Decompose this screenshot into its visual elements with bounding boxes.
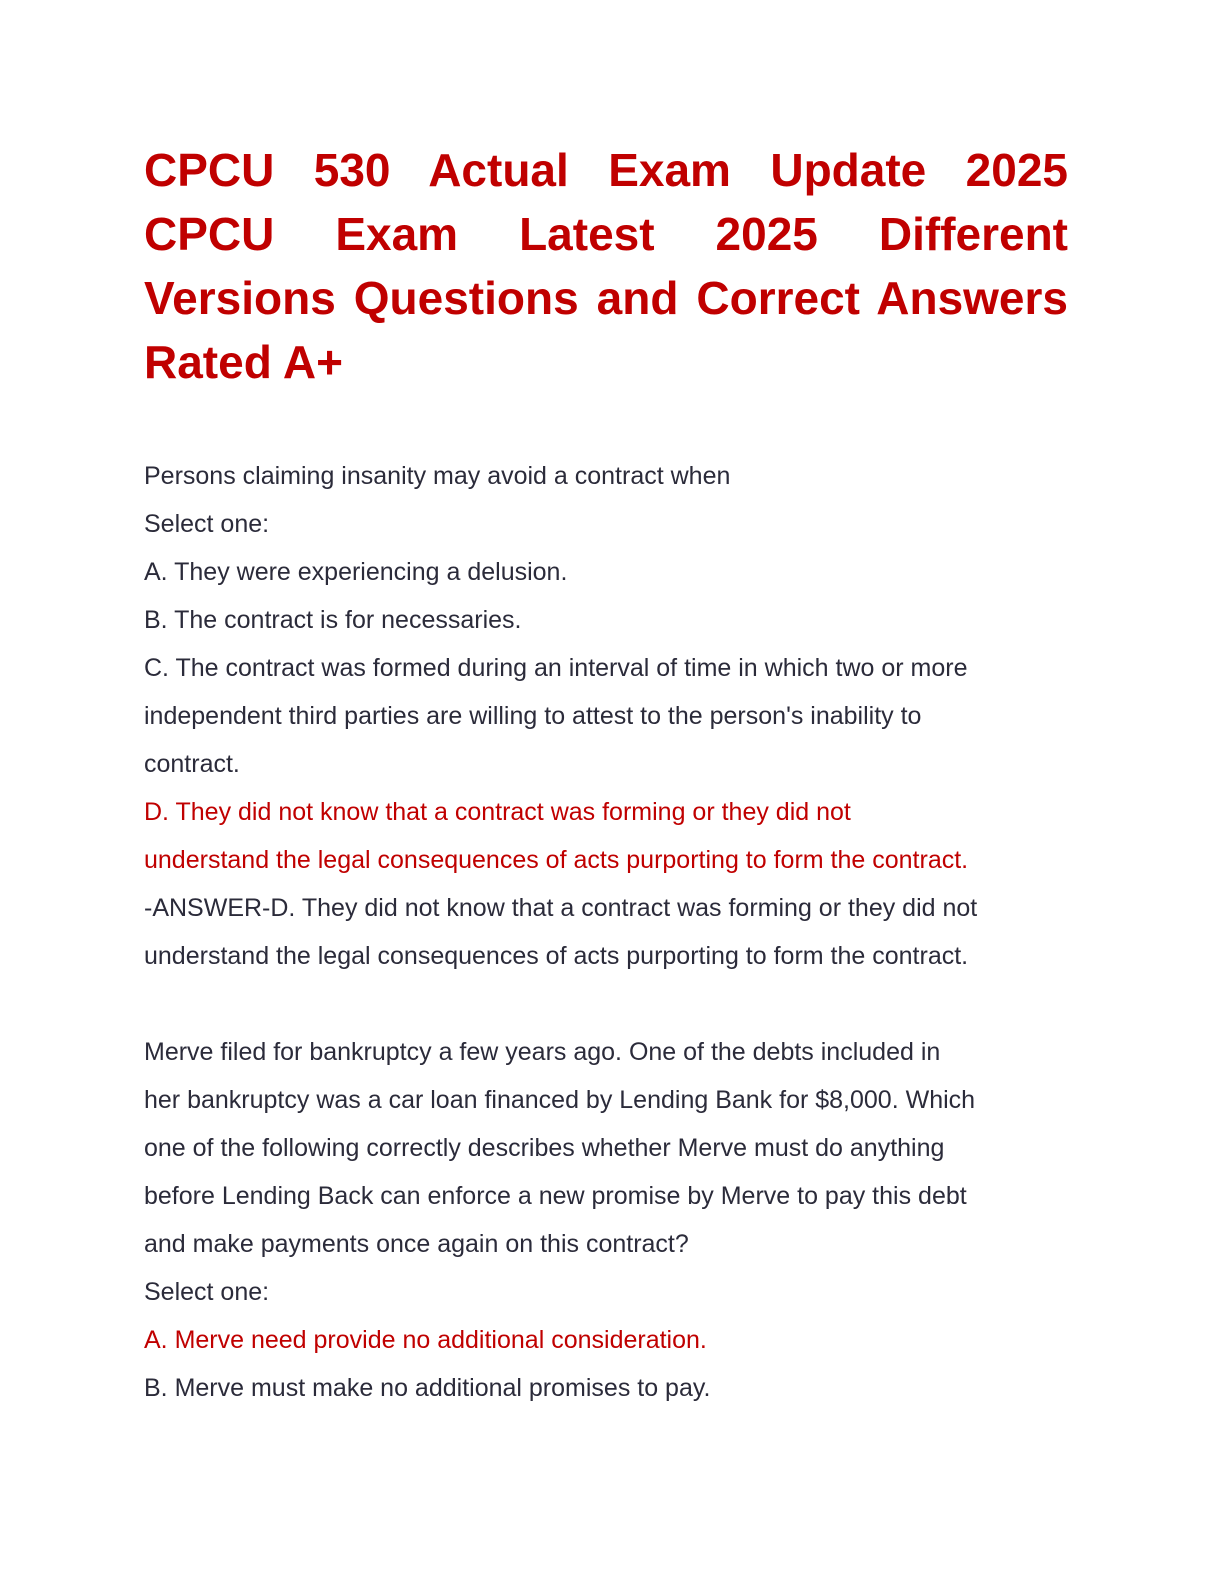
question-spacer	[144, 980, 1068, 1028]
question-prompt-line: and make payments once again on this contract?	[144, 1230, 689, 1258]
document-body	[144, 452, 1068, 1412]
select-one-label: Select one:	[144, 510, 270, 538]
question-2	[144, 1028, 1068, 1412]
question-prompt-line: before Lending Back can enforce a new promise by Merve to pay this debt	[144, 1182, 967, 1210]
option-c-line: C. The contract was formed during an interval of time in which two or more	[144, 654, 968, 682]
option-a: A. They were experiencing a delusion.	[144, 558, 568, 586]
answer-line: understand the legal consequences of acts purporting to form the contract.	[144, 942, 969, 970]
answer-line: -ANSWER-D. They did not know that a contract was forming or they did not	[144, 894, 978, 922]
option-b: B. Merve must make no additional promises to pay.	[144, 1374, 711, 1402]
option-d-line: understand the legal consequences of acts purporting to form the contract.	[144, 846, 969, 874]
document-title	[144, 138, 1068, 394]
question-prompt: Persons claiming insanity may avoid a contract when	[144, 462, 731, 490]
option-c-line: contract.	[144, 750, 240, 778]
title-line: CPCU Exam Latest 2025 Different	[144, 208, 1068, 260]
option-c-line: independent third parties are willing to attest to the person's inability to	[144, 702, 922, 730]
title-line: CPCU 530 Actual Exam Update 2025	[144, 144, 1068, 196]
question-prompt-line: her bankruptcy was a car loan financed by Lending Bank for $8,000. Which	[144, 1086, 976, 1114]
option-a: A. Merve need provide no additional consideration.	[144, 1326, 707, 1354]
title-line: Rated A+	[144, 336, 343, 388]
question-prompt-line: one of the following correctly describes whether Merve must do anything	[144, 1134, 945, 1162]
select-one-label: Select one:	[144, 1278, 270, 1306]
question-1	[144, 452, 1068, 980]
title-line: Versions Questions and Correct Answers	[144, 272, 1068, 324]
document-page	[144, 138, 1068, 1412]
option-b: B. The contract is for necessaries.	[144, 606, 522, 634]
question-prompt-line: Merve filed for bankruptcy a few years ago. One of the debts included in	[144, 1038, 941, 1066]
option-d-line: D. They did not know that a contract was forming or they did not	[144, 798, 851, 826]
